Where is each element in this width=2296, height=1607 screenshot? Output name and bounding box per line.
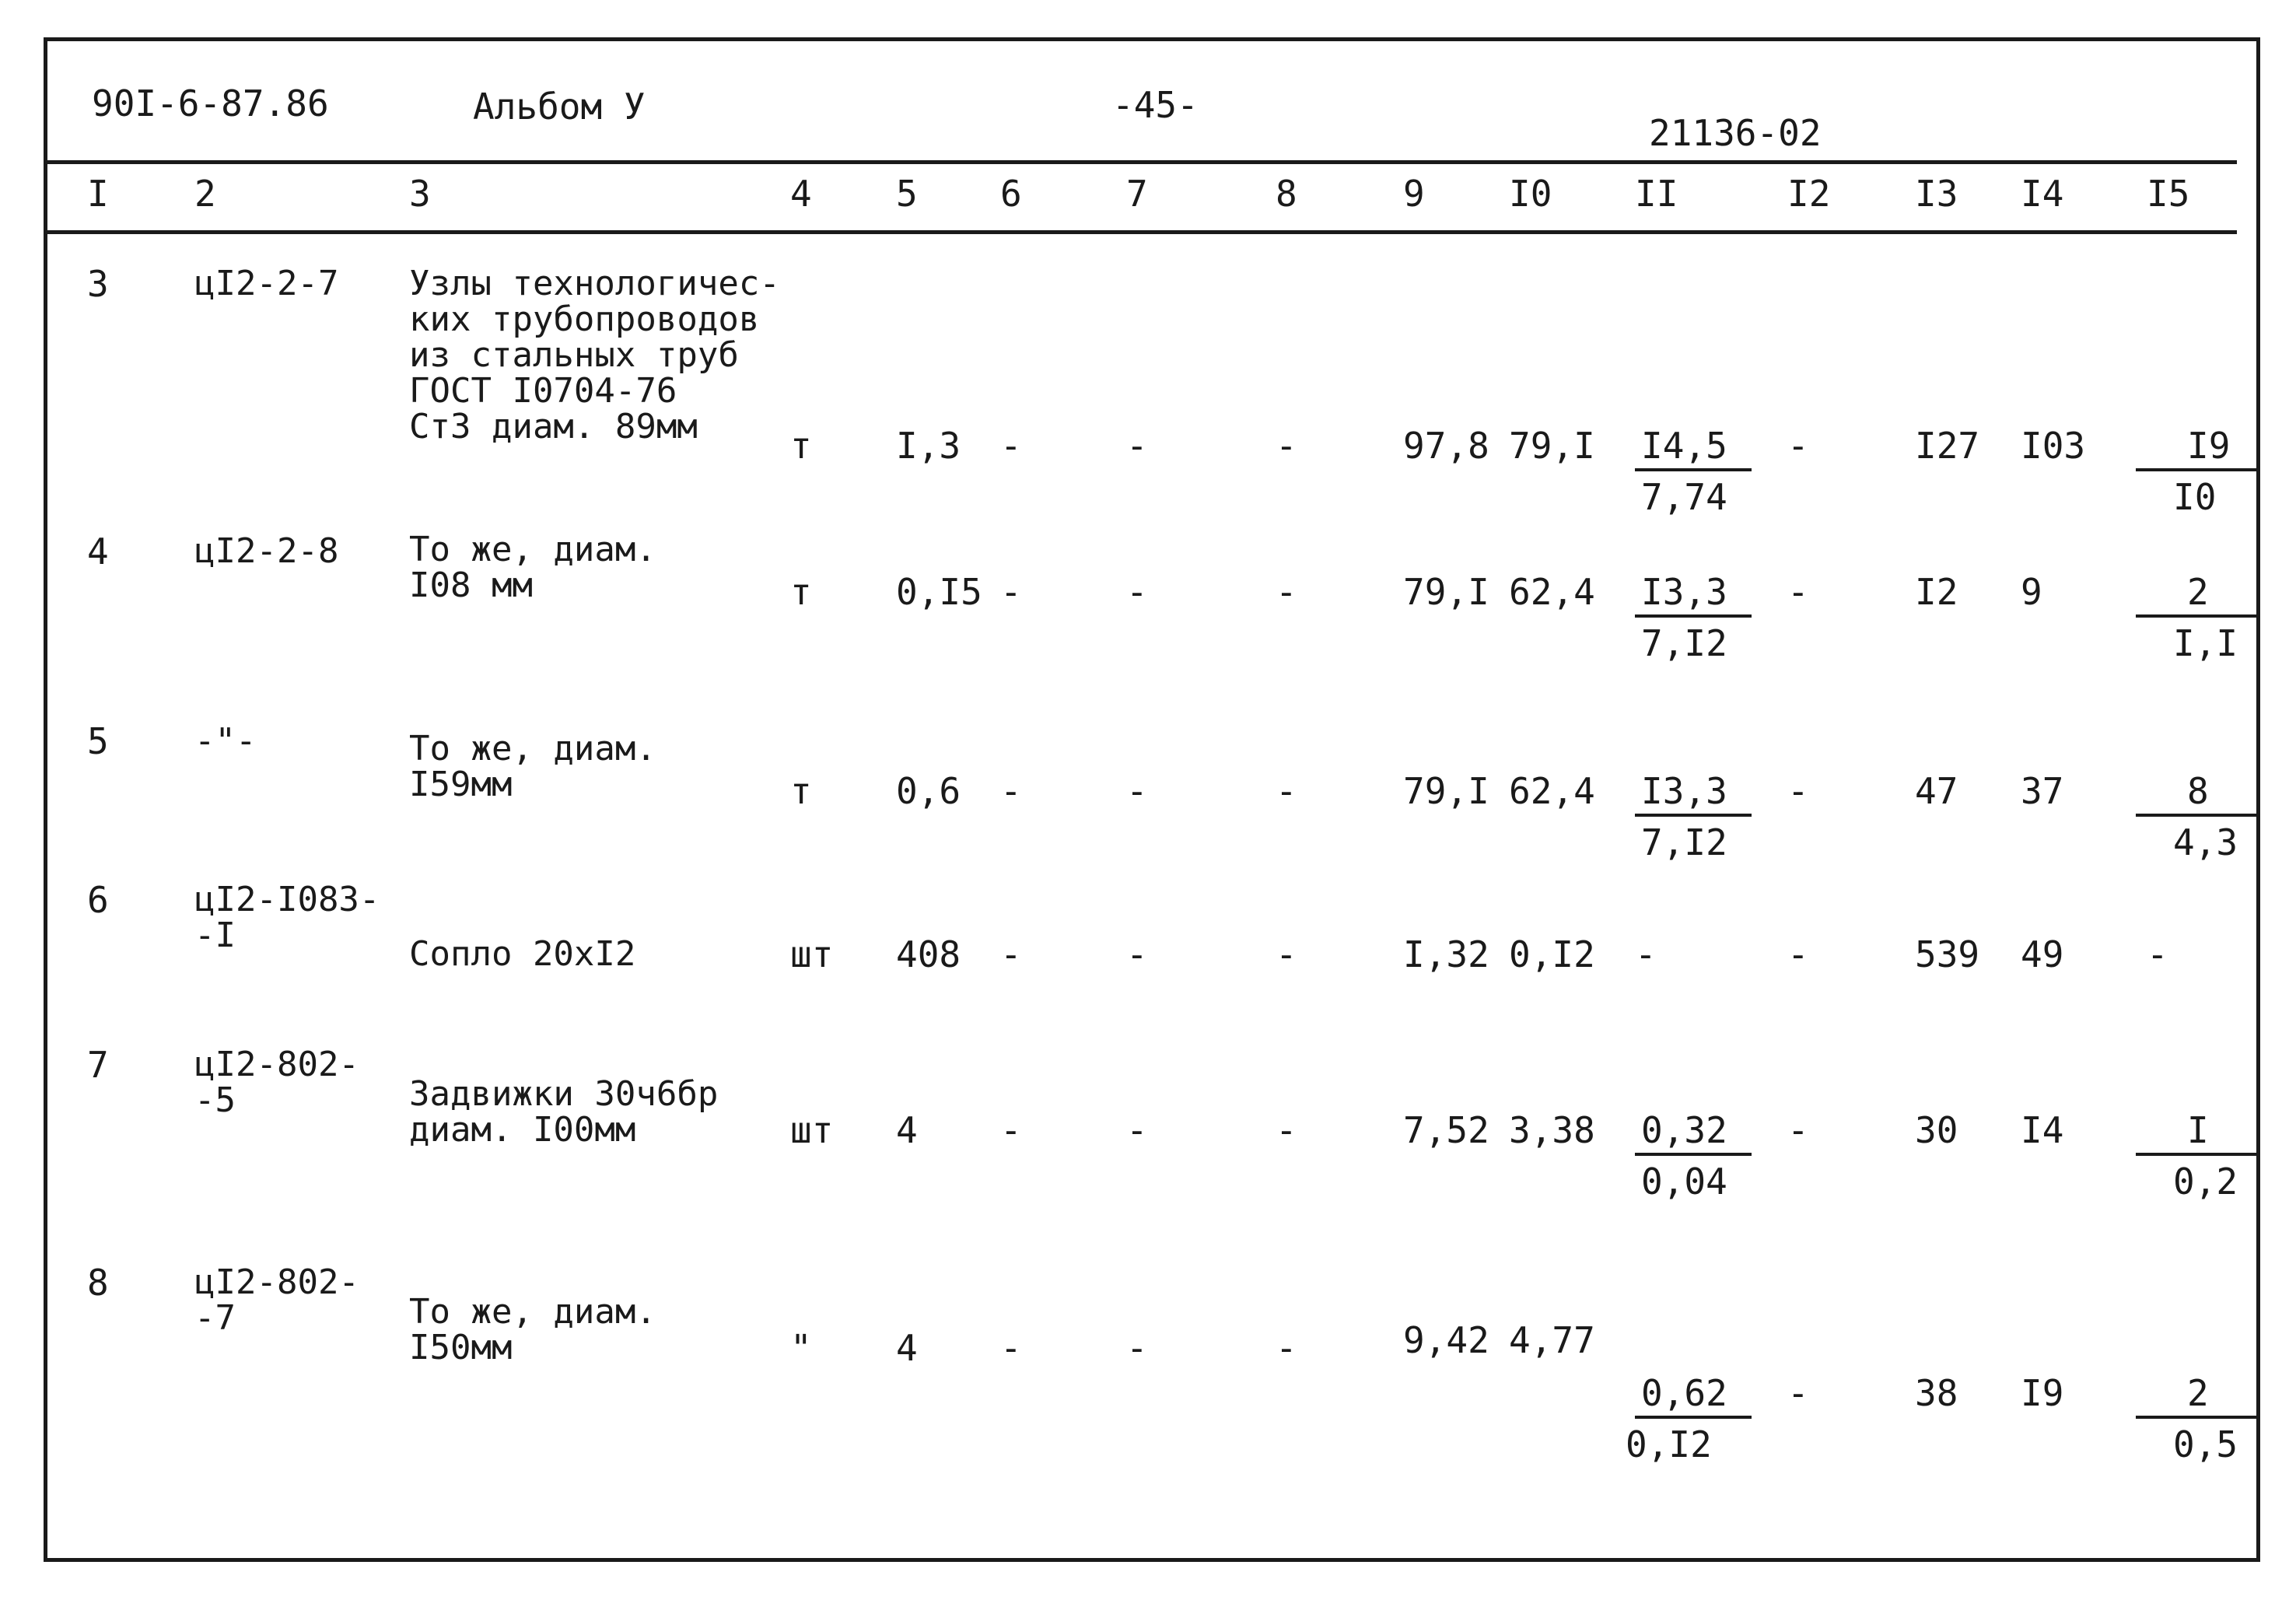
quantity: 408 xyxy=(896,933,961,975)
fraction-denominator: 0,5 xyxy=(2173,1423,2238,1465)
item-description xyxy=(409,934,636,974)
col-12: - xyxy=(1787,770,1809,812)
fraction-denominator: 0,04 xyxy=(1641,1161,1727,1203)
fraction-numerator: I9 xyxy=(2187,425,2231,467)
item-code xyxy=(194,723,256,759)
col-6: - xyxy=(1000,1327,1022,1369)
item-code-line: цI2-802- xyxy=(194,1262,359,1302)
item-description-line: То же, диам. xyxy=(409,729,656,768)
item-description xyxy=(409,731,656,803)
col-12: - xyxy=(1787,933,1809,975)
fraction-bar xyxy=(1635,614,1752,618)
item-description xyxy=(409,266,780,445)
column-header: I3 xyxy=(1915,173,1958,215)
item-description-line: ГОСТ I0704-76 xyxy=(409,371,677,411)
item-code-line: -"- xyxy=(194,721,257,761)
fraction-denominator: 4,3 xyxy=(2173,821,2238,863)
unit: т xyxy=(790,425,812,467)
fraction-bar xyxy=(1635,1416,1752,1419)
col-10: 3,38 xyxy=(1509,1109,1595,1151)
col-14: I4 xyxy=(2021,1109,2064,1151)
fraction-denominator: I0 xyxy=(2173,476,2217,518)
fraction-denominator: 7,I2 xyxy=(1641,821,1727,863)
col-13: 539 xyxy=(1915,933,1980,975)
row-number: 5 xyxy=(87,720,109,762)
fraction-denominator: 0,I2 xyxy=(1626,1423,1712,1465)
col-6: - xyxy=(1000,571,1022,613)
fraction-numerator: 2 xyxy=(2187,1372,2209,1414)
col-8: - xyxy=(1276,933,1297,975)
album-label: Альбом У xyxy=(473,86,646,128)
fraction-bar xyxy=(1635,468,1752,471)
quantity: I,3 xyxy=(896,425,961,467)
column-header: 5 xyxy=(896,173,918,215)
col-7: - xyxy=(1126,1109,1148,1151)
column-header: 9 xyxy=(1403,173,1425,215)
column-header: I0 xyxy=(1509,173,1552,215)
quantity: 0,6 xyxy=(896,770,961,812)
col-9: 9,42 xyxy=(1403,1319,1489,1361)
item-description-line: ких трубопроводов xyxy=(409,299,760,339)
col-6: - xyxy=(1000,933,1022,975)
col-14: 37 xyxy=(2021,770,2064,812)
col-12: - xyxy=(1787,571,1809,613)
fraction-denominator: 7,I2 xyxy=(1641,622,1727,664)
col-12: - xyxy=(1787,1109,1809,1151)
col-8: - xyxy=(1276,1327,1297,1369)
item-description-line: I08 мм xyxy=(409,565,533,605)
col-8: - xyxy=(1276,770,1297,812)
item-code-line: цI2-2-8 xyxy=(194,531,339,571)
fraction-numerator: I4,5 xyxy=(1641,425,1727,467)
col-13: 30 xyxy=(1915,1109,1958,1151)
col-7: - xyxy=(1126,425,1148,467)
col-8: - xyxy=(1276,571,1297,613)
column-header: 3 xyxy=(409,173,431,215)
unit: шт xyxy=(790,1109,834,1151)
fraction-numerator: 8 xyxy=(2187,770,2209,812)
item-description-line: Ст3 диам. 89мм xyxy=(409,407,698,446)
header-rule-bottom xyxy=(47,230,2237,234)
item-code xyxy=(194,882,380,954)
unit: т xyxy=(790,571,812,613)
item-code-line: цI2-2-7 xyxy=(194,264,339,303)
column-header: 4 xyxy=(790,173,812,215)
unit: шт xyxy=(790,933,834,975)
quantity: 4 xyxy=(896,1109,918,1151)
col-13: 47 xyxy=(1915,770,1958,812)
item-description-line: Узлы технологичес- xyxy=(409,264,780,303)
fraction-denominator: 7,74 xyxy=(1641,476,1727,518)
column-header: I2 xyxy=(1787,173,1831,215)
quantity: 0,I5 xyxy=(896,571,982,613)
item-code xyxy=(194,266,338,302)
col-7: - xyxy=(1126,770,1148,812)
item-code-line: -I xyxy=(194,916,236,955)
column-header: I4 xyxy=(2021,173,2064,215)
item-description-line: I50мм xyxy=(409,1328,513,1367)
item-code-line: цI2-802- xyxy=(194,1045,359,1084)
fraction-bar xyxy=(2136,814,2260,817)
column-header: II xyxy=(1635,173,1678,215)
col-14: I9 xyxy=(2021,1372,2064,1414)
column-header: I5 xyxy=(2147,173,2190,215)
fraction-numerator: 2 xyxy=(2187,571,2209,613)
header-rule-top xyxy=(47,160,2237,164)
fraction-numerator: I3,3 xyxy=(1641,770,1727,812)
item-description-line: То же, диам. xyxy=(409,1292,656,1332)
col-10: 79,I xyxy=(1509,425,1595,467)
fraction-bar xyxy=(2136,1153,2260,1156)
doc-code: 90I-6-87.86 xyxy=(92,82,329,124)
row-number: 3 xyxy=(87,263,109,305)
row-number: 8 xyxy=(87,1262,109,1304)
item-description-line: из стальных труб xyxy=(409,335,739,375)
col-10: 0,I2 xyxy=(1509,933,1595,975)
item-description-line: диам. I00мм xyxy=(409,1110,636,1150)
row-number: 4 xyxy=(87,530,109,572)
page-number: -45- xyxy=(1112,84,1199,126)
column-header: I xyxy=(87,173,109,215)
col-9: 97,8 xyxy=(1403,425,1489,467)
col-14: I03 xyxy=(2021,425,2086,467)
quantity: 4 xyxy=(896,1327,918,1369)
col-14: 49 xyxy=(2021,933,2064,975)
fraction-denominator: I,I xyxy=(2173,622,2238,664)
item-description-line: I59мм xyxy=(409,765,513,804)
col-10: 62,4 xyxy=(1509,770,1595,812)
fraction-bar xyxy=(2136,468,2260,471)
item-description xyxy=(409,1074,719,1150)
fraction-denominator: 0,2 xyxy=(2173,1161,2238,1203)
col-12: - xyxy=(1787,425,1809,467)
fraction-numerator: I3,3 xyxy=(1641,571,1727,613)
row-number: 6 xyxy=(87,879,109,921)
item-code-line: цI2-I083- xyxy=(194,880,380,919)
item-code xyxy=(194,531,339,571)
sheet-code: 21136-02 xyxy=(1649,112,1822,154)
col-14: 9 xyxy=(2021,571,2042,613)
unit: " xyxy=(790,1327,812,1369)
fraction-numerator: 0,62 xyxy=(1641,1372,1727,1414)
col-13: 38 xyxy=(1915,1372,1958,1414)
row-number: 7 xyxy=(87,1044,109,1086)
col-8: - xyxy=(1276,1109,1297,1151)
col-6: - xyxy=(1000,425,1022,467)
fraction-bar xyxy=(2136,1416,2260,1419)
fraction-numerator: 0,32 xyxy=(1641,1109,1727,1151)
col-9: 79,I xyxy=(1403,770,1489,812)
col-7: - xyxy=(1126,933,1148,975)
col-9: I,32 xyxy=(1403,933,1489,975)
item-description xyxy=(409,1294,656,1366)
column-header: 6 xyxy=(1000,173,1022,215)
item-description-line: Сопло 20хI2 xyxy=(409,934,636,974)
col-7: - xyxy=(1126,571,1148,613)
fraction-bar xyxy=(1635,814,1752,817)
fraction-numerator: - xyxy=(2147,933,2168,975)
col-10: 62,4 xyxy=(1509,571,1595,613)
col-9: 7,52 xyxy=(1403,1109,1489,1151)
fraction-numerator: I xyxy=(2187,1109,2209,1151)
fraction-numerator: - xyxy=(1635,933,1657,975)
col-12: - xyxy=(1787,1372,1809,1414)
col-13: I2 xyxy=(1915,571,1958,613)
item-description xyxy=(409,532,656,604)
unit: т xyxy=(790,770,812,812)
fraction-bar xyxy=(2136,614,2260,618)
fraction-bar xyxy=(1635,1153,1752,1156)
item-code-line: -7 xyxy=(194,1298,236,1338)
column-header: 7 xyxy=(1126,173,1148,215)
col-6: - xyxy=(1000,770,1022,812)
column-header: 2 xyxy=(194,173,216,215)
item-description-line: Задвижки 30ч6бр xyxy=(409,1074,719,1114)
item-description-line: То же, диам. xyxy=(409,530,656,569)
col-13: I27 xyxy=(1915,425,1980,467)
item-code xyxy=(194,1047,359,1119)
col-6: - xyxy=(1000,1109,1022,1151)
col-10: 4,77 xyxy=(1509,1319,1595,1361)
item-code xyxy=(194,1262,359,1338)
item-code-line: -5 xyxy=(194,1080,236,1120)
column-header: 8 xyxy=(1276,173,1297,215)
col-7: - xyxy=(1126,1327,1148,1369)
col-9: 79,I xyxy=(1403,571,1489,613)
col-8: - xyxy=(1276,425,1297,467)
